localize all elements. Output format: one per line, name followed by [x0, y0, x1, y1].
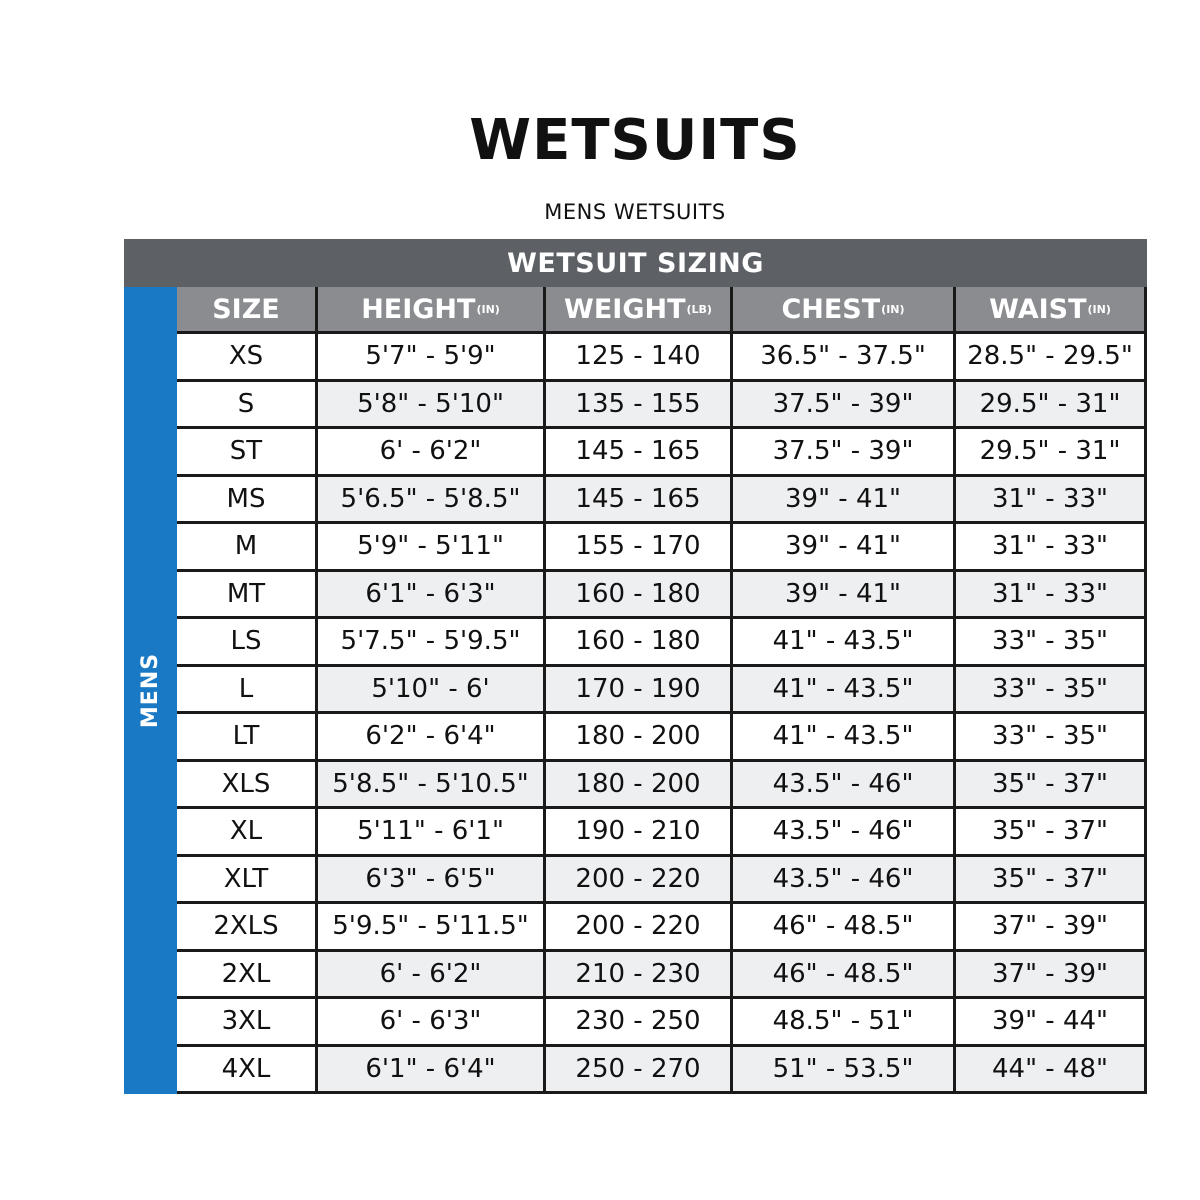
cell-chest: 39" - 41" — [733, 524, 956, 572]
cell-weight: 190 - 210 — [546, 809, 733, 857]
table-header-row — [177, 287, 1147, 334]
cell-waist: 33" - 35" — [956, 619, 1147, 667]
cell-chest: 39" - 41" — [733, 572, 956, 620]
cell-chest: 46" - 48.5" — [733, 952, 956, 1000]
cell-size: L — [177, 667, 318, 715]
cell-weight: 145 - 165 — [546, 477, 733, 525]
table-row — [177, 809, 1147, 857]
cell-weight: 180 - 200 — [546, 714, 733, 762]
cell-height: 6' - 6'2" — [318, 429, 546, 477]
cell-size: XL — [177, 809, 318, 857]
cell-chest: 46" - 48.5" — [733, 904, 956, 952]
cell-height: 6' - 6'3" — [318, 999, 546, 1047]
cell-weight: 135 - 155 — [546, 382, 733, 430]
cell-waist: 31" - 33" — [956, 524, 1147, 572]
cell-weight: 200 - 220 — [546, 904, 733, 952]
cell-waist: 31" - 33" — [956, 477, 1147, 525]
column-header-unit: (IN) — [1087, 302, 1111, 316]
cell-size: XLT — [177, 857, 318, 905]
column-header-unit: (LB) — [686, 302, 712, 316]
cell-waist: 35" - 37" — [956, 857, 1147, 905]
cell-chest: 37.5" - 39" — [733, 382, 956, 430]
side-label-bar — [124, 287, 177, 1094]
cell-waist: 28.5" - 29.5" — [956, 334, 1147, 382]
cell-height: 6'3" - 6'5" — [318, 857, 546, 905]
cell-chest: 41" - 43.5" — [733, 619, 956, 667]
cell-height: 6'1" - 6'4" — [318, 1047, 546, 1095]
cell-size: 2XL — [177, 952, 318, 1000]
table-row — [177, 857, 1147, 905]
cell-size: 2XLS — [177, 904, 318, 952]
cell-weight: 180 - 200 — [546, 762, 733, 810]
cell-size: XLS — [177, 762, 318, 810]
cell-size: M — [177, 524, 318, 572]
cell-height: 5'7.5" - 5'9.5" — [318, 619, 546, 667]
column-header-unit: (IN) — [476, 302, 500, 316]
table-row — [177, 429, 1147, 477]
page-title: WETSUITS — [469, 108, 801, 173]
table-row — [177, 619, 1147, 667]
table-row — [177, 1047, 1147, 1095]
table-row — [177, 714, 1147, 762]
cell-chest: 43.5" - 46" — [733, 809, 956, 857]
cell-waist: 33" - 35" — [956, 714, 1147, 762]
cell-chest: 39" - 41" — [733, 477, 956, 525]
cell-chest: 51" - 53.5" — [733, 1047, 956, 1095]
cell-size: 3XL — [177, 999, 318, 1047]
cell-height: 5'11" - 6'1" — [318, 809, 546, 857]
cell-waist: 33" - 35" — [956, 667, 1147, 715]
cell-weight: 250 - 270 — [546, 1047, 733, 1095]
column-header-unit: (IN) — [881, 302, 905, 316]
cell-height: 6'1" - 6'3" — [318, 572, 546, 620]
cell-chest: 43.5" - 46" — [733, 762, 956, 810]
cell-size: LT — [177, 714, 318, 762]
column-header-label: SIZE — [212, 293, 280, 325]
cell-size: S — [177, 382, 318, 430]
cell-weight: 155 - 170 — [546, 524, 733, 572]
cell-size: 4XL — [177, 1047, 318, 1095]
cell-waist: 35" - 37" — [956, 809, 1147, 857]
cell-chest: 41" - 43.5" — [733, 714, 956, 762]
cell-waist: 35" - 37" — [956, 762, 1147, 810]
column-header-label: WAIST — [989, 293, 1087, 325]
size-table — [177, 287, 1147, 1094]
table-row — [177, 524, 1147, 572]
cell-height: 5'9.5" - 5'11.5" — [318, 904, 546, 952]
column-header-waist — [956, 287, 1147, 334]
cell-size: MT — [177, 572, 318, 620]
column-header-label: CHEST — [781, 293, 881, 325]
cell-waist: 39" - 44" — [956, 999, 1147, 1047]
cell-height: 5'7" - 5'9" — [318, 334, 546, 382]
cell-weight: 145 - 165 — [546, 429, 733, 477]
cell-weight: 210 - 230 — [546, 952, 733, 1000]
cell-height: 6'2" - 6'4" — [318, 714, 546, 762]
cell-waist: 29.5" - 31" — [956, 382, 1147, 430]
table-row — [177, 667, 1147, 715]
table-banner: WETSUIT SIZING — [124, 239, 1147, 287]
table-row — [177, 334, 1147, 382]
column-header-size — [177, 287, 318, 334]
table-row — [177, 382, 1147, 430]
cell-size: ST — [177, 429, 318, 477]
table-row — [177, 477, 1147, 525]
column-header-label: HEIGHT — [361, 293, 476, 325]
cell-height: 5'8" - 5'10" — [318, 382, 546, 430]
column-header-label: WEIGHT — [564, 293, 686, 325]
column-header-weight — [546, 287, 733, 334]
cell-weight: 160 - 180 — [546, 572, 733, 620]
cell-waist: 44" - 48" — [956, 1047, 1147, 1095]
cell-weight: 160 - 180 — [546, 619, 733, 667]
table-row — [177, 572, 1147, 620]
table-row — [177, 999, 1147, 1047]
cell-chest: 37.5" - 39" — [733, 429, 956, 477]
cell-chest: 43.5" - 46" — [733, 857, 956, 905]
table-row — [177, 762, 1147, 810]
cell-waist: 37" - 39" — [956, 904, 1147, 952]
cell-height: 5'9" - 5'11" — [318, 524, 546, 572]
cell-height: 5'8.5" - 5'10.5" — [318, 762, 546, 810]
cell-height: 5'6.5" - 5'8.5" — [318, 477, 546, 525]
table-row — [177, 952, 1147, 1000]
column-header-chest — [733, 287, 956, 334]
cell-chest: 48.5" - 51" — [733, 999, 956, 1047]
cell-weight: 200 - 220 — [546, 857, 733, 905]
section-subtitle: MENS WETSUITS — [544, 200, 726, 224]
cell-size: XS — [177, 334, 318, 382]
cell-chest: 41" - 43.5" — [733, 667, 956, 715]
cell-chest: 36.5" - 37.5" — [733, 334, 956, 382]
cell-waist: 31" - 33" — [956, 572, 1147, 620]
cell-height: 5'10" - 6' — [318, 667, 546, 715]
cell-weight: 230 - 250 — [546, 999, 733, 1047]
cell-weight: 125 - 140 — [546, 334, 733, 382]
cell-size: LS — [177, 619, 318, 667]
cell-weight: 170 - 190 — [546, 667, 733, 715]
cell-waist: 29.5" - 31" — [956, 429, 1147, 477]
table-row — [177, 904, 1147, 952]
cell-waist: 37" - 39" — [956, 952, 1147, 1000]
cell-height: 6' - 6'2" — [318, 952, 546, 1000]
cell-size: MS — [177, 477, 318, 525]
side-label: MENS — [138, 652, 163, 729]
column-header-height — [318, 287, 546, 334]
